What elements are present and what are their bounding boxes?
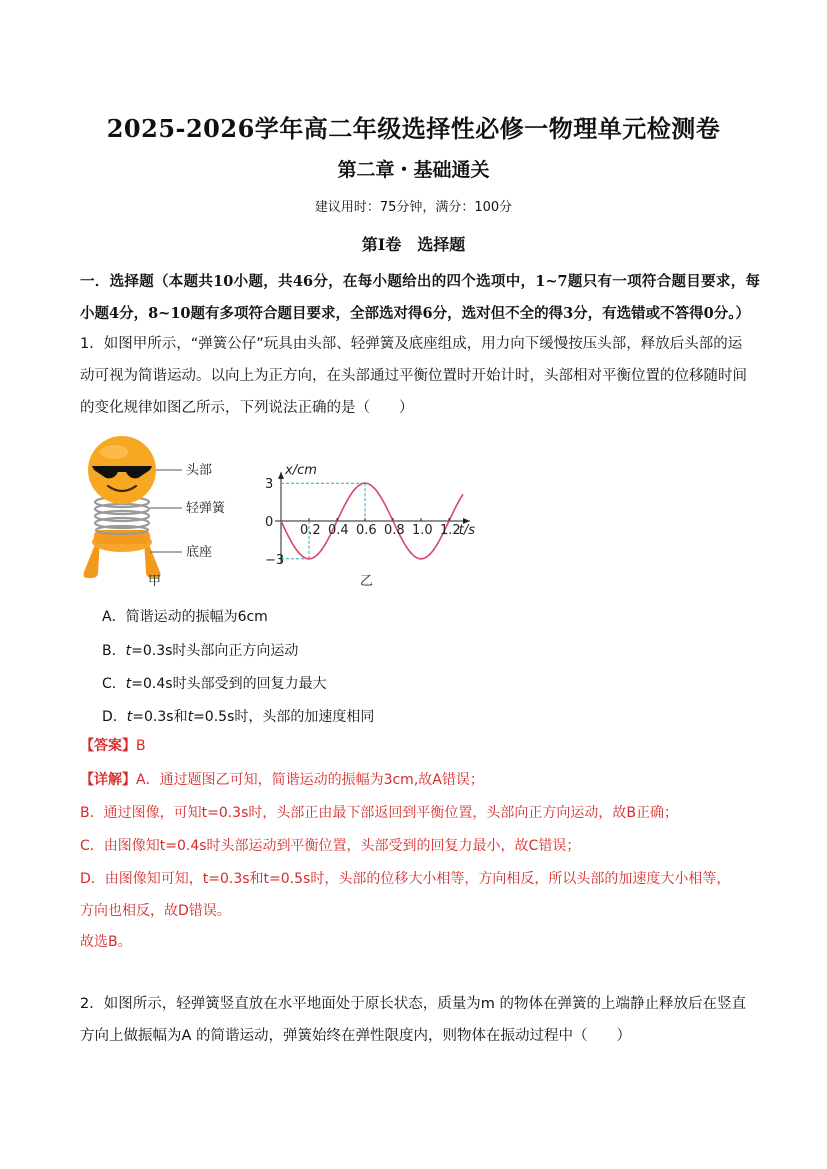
- detail-line-2: B．通过图像，可知t=0.3s时，头部正由最下部返回到平衡位置，头部向正方向运动，故B正确；: [80, 805, 678, 821]
- option-d-var: t: [126, 709, 133, 725]
- x-tick-label: 0.6: [356, 523, 377, 538]
- y-tick-label: 0: [265, 515, 274, 530]
- answer-value: B: [136, 738, 146, 754]
- option-c: [102, 673, 327, 693]
- x-tick-label: 0.8: [384, 523, 405, 538]
- question-1-stem: 1．如图甲所示，“弹簧公仔”玩具由头部、轻弹簧及底座组成，用力向下缓慢按压头部，释放后头部的运动可视为简谐运动。以向上为正方向，在头部通过平衡位置时开始计时，头部相对平衡位置的位移随时间的变化规律如图乙所示，下列说法正确的是（ ）: [80, 336, 747, 416]
- volume-heading: 第Ⅰ卷 选择题: [361, 235, 466, 254]
- detail-line-1: [80, 770, 760, 790]
- option-d-letter: D．: [102, 709, 127, 725]
- x-tick-label: 0.2: [300, 523, 321, 538]
- answer-line: [80, 736, 760, 756]
- question-1-figure: [74, 432, 494, 592]
- section-instructions: 一．选择题（本题共10小题，共46分，在每小题给出的四个选项中，1~7题只有一项符合题目要求，每小题4分，8~10题有多项符合题目要求，全部选对得6分，选对但不全的得3分，有选错或不答得0分。）: [80, 273, 760, 322]
- option-a-letter: A．: [102, 609, 126, 625]
- spring-toy-illustration: [84, 436, 183, 578]
- time-info: 建议用时：75分钟，满分：100分: [314, 200, 513, 215]
- option-d-text-2: =0.5s时，头部的加速度相同: [193, 709, 375, 725]
- option-c-text: =0.4s时头部受到的回复力最大: [131, 676, 327, 692]
- label-base: 底座: [186, 545, 213, 560]
- detail-label: 【详解】: [80, 772, 136, 788]
- x-tick-label: 1.0: [412, 523, 433, 538]
- detail-line-6: 故选B。: [80, 934, 132, 950]
- answer-label: 【答案】: [80, 738, 136, 754]
- option-c-letter: C．: [102, 676, 126, 692]
- question-2-stem: 2．如图所示，轻弹簧竖直放在水平地面处于原长状态，质量为m 的物体在弹簧的上端静止释放后在竖直方向上做振幅为A 的简谐运动，弹簧始终在弹性限度内，则物体在振动过程中（ ）: [80, 996, 746, 1044]
- page-title: 2025-2026学年高二年级选择性必修一物理单元检测卷: [106, 114, 721, 143]
- detail-text-1: A．通过题图乙可知，简谐运动的振幅为3cm,故A错误；: [136, 772, 484, 788]
- detail-line-3: C．由图像知t=0.4s时头部运动到平衡位置，头部受到的回复力最小，故C错误；: [80, 838, 581, 854]
- x-axis-label: t/s: [458, 523, 476, 538]
- label-spring: 轻弹簧: [186, 501, 226, 516]
- label-fig-a: 甲: [148, 574, 162, 589]
- option-d: [102, 706, 374, 726]
- y-axis-arrow-icon: [278, 472, 284, 479]
- label-head: 头部: [186, 463, 213, 478]
- y-axis-label: x/cm: [285, 462, 317, 478]
- page-subtitle: 第二章・基础通关: [337, 159, 490, 181]
- label-fig-b: 乙: [360, 574, 374, 589]
- x-tick-label: 1.2: [440, 523, 461, 538]
- option-b-var: t: [125, 643, 132, 659]
- option-d-text-1: =0.3s和: [132, 709, 188, 725]
- x-tick-label: 0.4: [328, 523, 349, 538]
- option-b: [102, 640, 298, 660]
- displacement-time-graph: [265, 463, 475, 589]
- option-b-letter: B．: [102, 643, 126, 659]
- y-tick-label: 3: [265, 477, 274, 493]
- y-tick-label: −3: [265, 552, 285, 568]
- option-a: [102, 606, 268, 626]
- detail-line-4: D．由图像知可知，t=0.3s和t=0.5s时，头部的位移大小相等，方向相反，所以头部的加速度大小相等，: [80, 871, 731, 887]
- option-b-text: =0.3s时头部向正方向运动: [131, 643, 299, 659]
- option-c-var: t: [125, 676, 132, 692]
- detail-line-5: 方向也相反，故D错误。: [80, 903, 231, 919]
- option-d-var2: t: [187, 709, 194, 725]
- option-a-text: 简谐运动的振幅为6cm: [125, 609, 268, 625]
